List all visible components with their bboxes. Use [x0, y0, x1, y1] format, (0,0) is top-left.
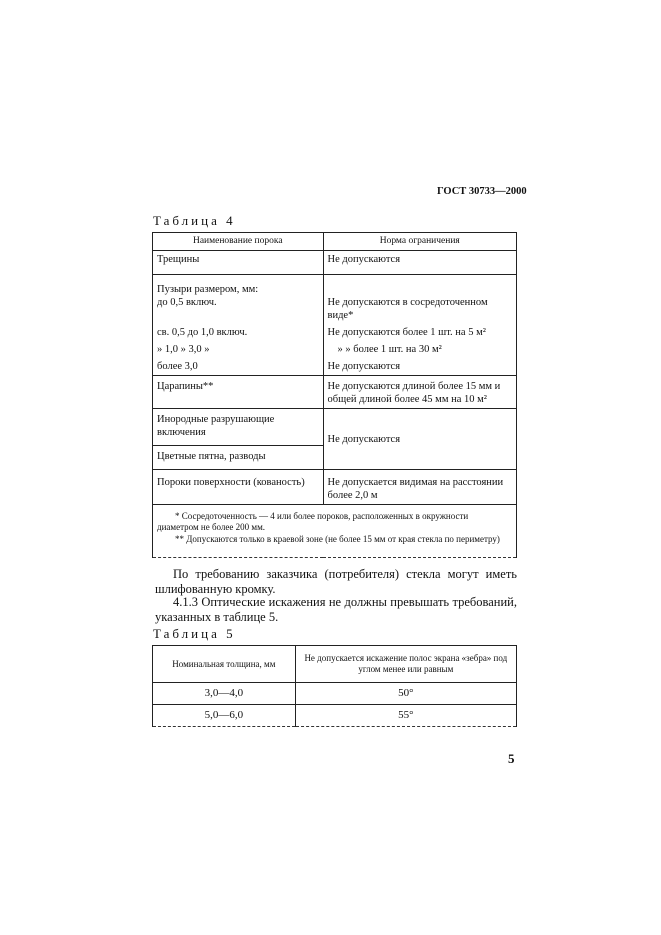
paragraph-edge: По требованию заказчика (потребителя) стекла могут иметь шлифованную кромку.: [155, 567, 517, 596]
defect-norm-cell: [323, 275, 516, 376]
table5-col-header: Не допускается искажение полос экрана «зебра» под углом менее или равным: [295, 646, 516, 683]
defect-norm: Не допускается видимая на расстоянии более 2,0 м: [323, 470, 516, 505]
defect-name: Инородные разрушающие включения: [153, 409, 324, 446]
table4-header-row: [153, 233, 517, 251]
defect-name-cell: [153, 275, 324, 376]
table-row: [153, 683, 517, 705]
defect-name: Трещины: [153, 251, 324, 275]
defect-norm: Не допускаются: [323, 409, 516, 470]
table4: [152, 232, 517, 558]
table4-col-header: Норма ограничения: [323, 233, 516, 251]
table4-col-header: Наименование порока: [153, 233, 324, 251]
defect-subname: до 0,5 включ.: [157, 297, 217, 308]
table5: [152, 645, 517, 727]
table5-caption: Таблица 5: [153, 626, 236, 641]
defect-name: Пороки поверхности (кованость): [153, 470, 324, 505]
footnote: ** Допускаются только в краевой зоне (не более 15 мм от края стекла по периметру): [175, 534, 500, 544]
table-row: [153, 409, 517, 446]
footnote: * Сосредоточенность — 4 или более пороков, расположенных в окружности диаметром не более 200 мм.: [157, 511, 469, 532]
table-row: [153, 705, 517, 727]
table4-caption: Таблица 4: [153, 213, 236, 228]
defect-name: Царапины**: [153, 376, 324, 409]
defect-name: Цветные пятна, разводы: [153, 446, 324, 470]
defect-norm: Не допускаются: [323, 251, 516, 275]
table5-col-header: Номинальная толщина, мм: [153, 646, 296, 683]
angle-value: 55°: [295, 705, 516, 727]
table-row: [153, 376, 517, 409]
defect-norm: » » более 1 шт. на 30 м²: [337, 344, 442, 355]
table-row: [153, 275, 517, 376]
paragraph-4-1-3: 4.1.3 Оптические искажения не должны превышать требований, указанных в таблице 5.: [155, 595, 517, 624]
defect-norm: Не допускаются: [327, 361, 401, 372]
table4-notes-row: [153, 505, 517, 558]
angle-value: 50°: [295, 683, 516, 705]
table5-header-row: [153, 646, 517, 683]
defect-subname: св. 0,5 до 1,0 включ.: [157, 327, 248, 338]
table-row: [153, 470, 517, 505]
table4-notes: [153, 505, 517, 558]
defect-norm: Не допускаются длиной более 15 мм и общей длиной более 45 мм на 10 м²: [323, 376, 516, 409]
defect-subname: » 1,0 » 3,0 »: [157, 344, 210, 355]
defect-subname: более 3,0: [157, 361, 198, 372]
defect-norm: Не допускаются в сосредоточенном виде*: [327, 297, 488, 321]
thickness-value: 3,0—4,0: [153, 683, 296, 705]
defect-norm: Не допускаются более 1 шт. на 5 м²: [327, 327, 486, 338]
table-row: [153, 251, 517, 275]
defect-name: Пузыри размером, мм:: [157, 284, 259, 295]
thickness-value: 5,0—6,0: [153, 705, 296, 727]
page-number: 5: [508, 751, 515, 766]
standard-header: ГОСТ 30733—2000: [437, 186, 527, 197]
